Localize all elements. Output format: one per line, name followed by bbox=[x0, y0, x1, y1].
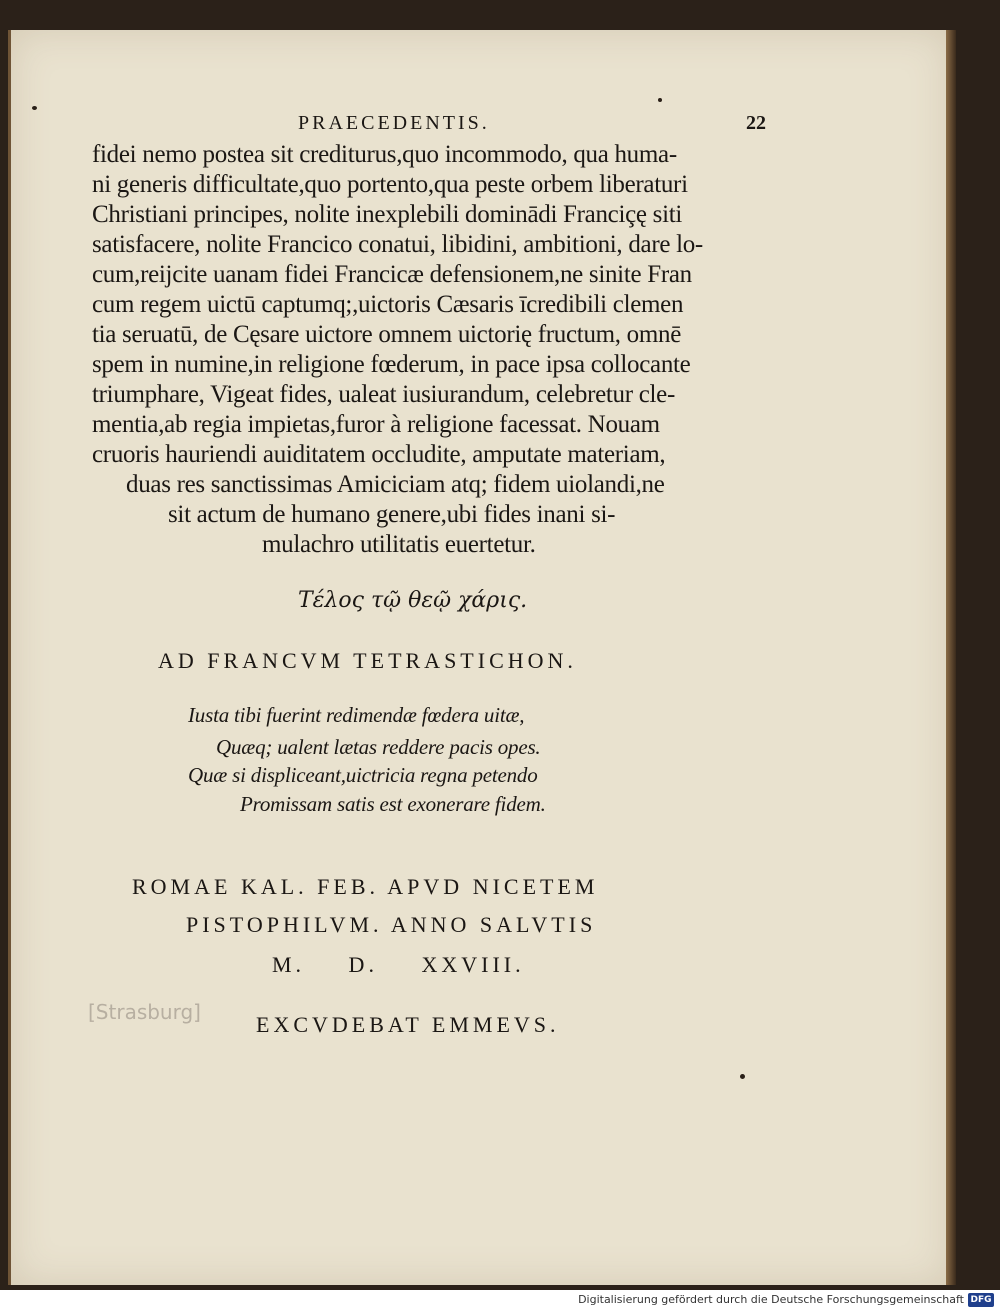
imprint-date: M. D. XXVIII. bbox=[272, 952, 525, 977]
body-line: triumphare, Vigeat fides, ualeat iusiurandum, celebretur cle- bbox=[92, 381, 675, 408]
tetrastichon-heading: AD FRANCVM TETRASTICHON. bbox=[158, 648, 577, 673]
body-line: Christiani principes, nolite inexplebili dominādi Franciçę siti bbox=[92, 201, 683, 228]
body-line: fidei nemo postea sit crediturus,quo incommodo, qua huma- bbox=[92, 141, 677, 168]
body-line: satisfacere, nolite Francico conatui, libidini, ambitioni, dare lo- bbox=[92, 231, 703, 258]
body-line: tia seruatū, de Cęsare uictore omnem uictorię fructum, omnē bbox=[92, 321, 682, 348]
dfg-logo: DFG bbox=[968, 1293, 994, 1307]
verse-line: Iusta tibi fuerint redimendæ fœdera uitæ, bbox=[188, 703, 525, 727]
pencil-annotation: [Strasburg] bbox=[88, 1000, 201, 1024]
footer-credit: Digitalisierung gefördert durch die Deutsche Forschungsgemeinschaft bbox=[578, 1293, 964, 1306]
body-line: duas res sanctissimas Amiciciam atq; fidem uiolandi,ne bbox=[126, 471, 665, 498]
greek-colophon: Τέλος τῷ θεῷ χάρις. bbox=[298, 588, 528, 613]
page-number: 22 bbox=[746, 112, 766, 134]
printer-line: EXCVDEBAT EMMEVS. bbox=[256, 1012, 560, 1037]
ink-speck bbox=[32, 106, 37, 110]
body-line: cum regem uictū captumq;,uictoris Cæsaris īcredibili clemen bbox=[92, 291, 684, 318]
body-line: spem in numine,in religione fœderum, in pace ipsa collocante bbox=[92, 351, 691, 378]
body-line: ni generis difficultate,quo portento,qua peste orbem liberaturi bbox=[92, 171, 688, 198]
running-head: PRAECEDENTIS. bbox=[298, 112, 490, 134]
footer-bar bbox=[0, 1290, 1000, 1312]
ink-speck bbox=[740, 1074, 745, 1079]
body-line: sit actum de humano genere,ubi fides inani si- bbox=[168, 501, 616, 528]
verse-line: Promissam satis est exonerare fidem. bbox=[240, 792, 546, 816]
body-line: mentia,ab regia impietas,furor à religione facessat. Nouam bbox=[92, 411, 660, 438]
body-line: cruoris hauriendi auiditatem occludite, amputate materiam, bbox=[92, 441, 666, 468]
body-line: mulachro utilitatis euertetur. bbox=[262, 531, 536, 558]
imprint-line: PISTOPHILVM. ANNO SALVTIS bbox=[186, 912, 597, 937]
body-line: cum,reijcite uanam fidei Francicæ defensionem,ne sinite Fran bbox=[92, 261, 692, 288]
verse-line: Quæq; ualent lætas reddere pacis opes. bbox=[216, 735, 541, 759]
ink-speck bbox=[658, 98, 662, 102]
verse-line: Quæ si displiceant,uictricia regna petendo bbox=[188, 763, 538, 787]
imprint-line: ROMAE KAL. FEB. APVD NICETEM bbox=[132, 874, 599, 899]
